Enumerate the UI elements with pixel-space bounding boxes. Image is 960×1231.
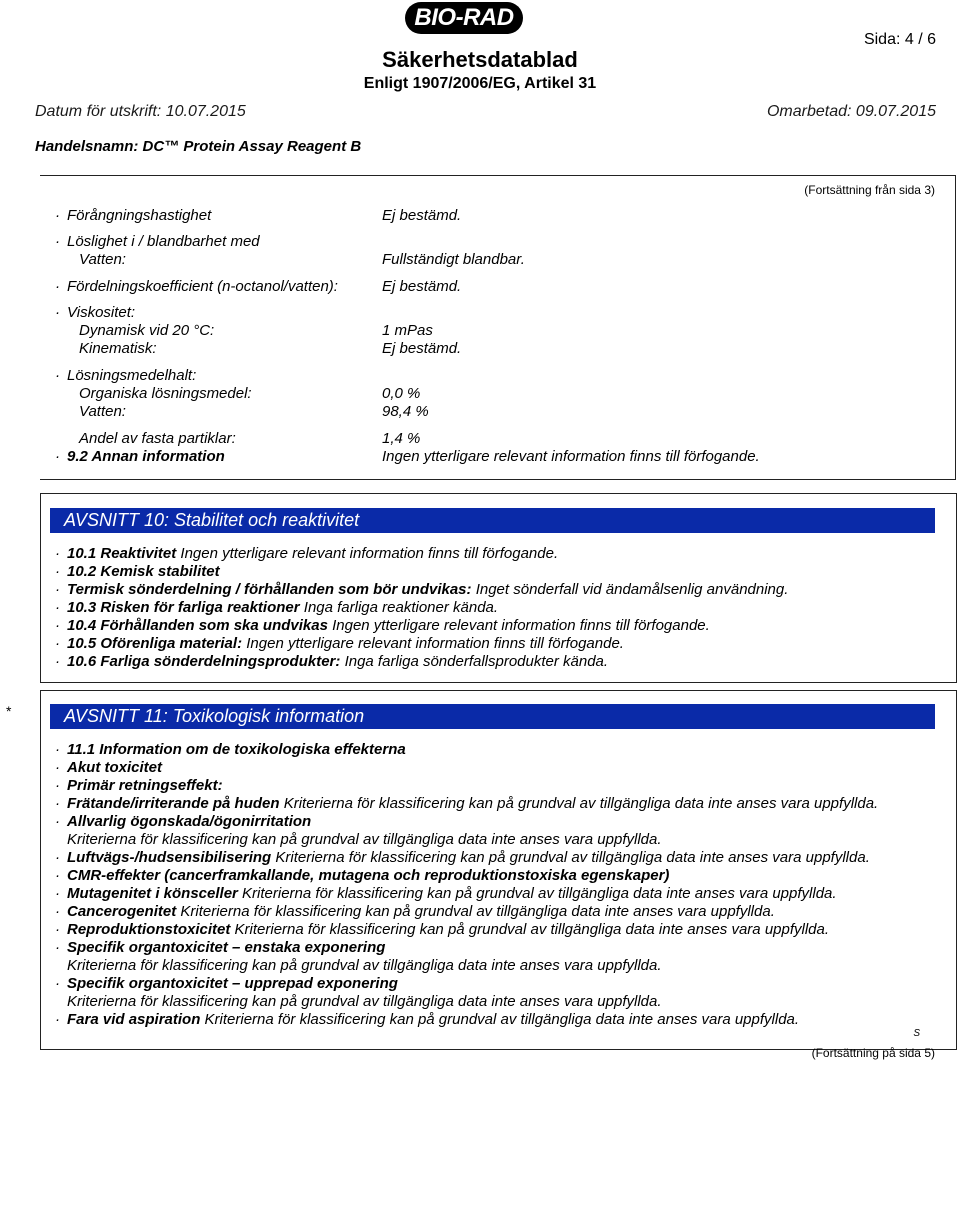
water-value: Fullständigt blandbar. — [382, 251, 525, 268]
viscosity-label: · Viskositet: — [55, 304, 136, 321]
revision-marker: * — [6, 703, 12, 719]
solubility-label: · Löslighet i / blandbarhet med — [55, 233, 260, 250]
revised-date: Omarbetad: 09.07.2015 — [766, 103, 936, 120]
trade-name: Handelsnamn: DC™ Protein Assay Reagent B — [35, 138, 362, 155]
organic-label: Organiska lösningsmedel: — [79, 385, 252, 402]
skin-corrosion-row: · Frätande/irriterande på huden Kriterierna för klassificering kan på grundval av tillgängliga data inte anses vara uppfyllda. — [55, 795, 879, 812]
thermal-decomposition-row: · Termisk sönderdelning / förhållanden som bör undvikas: Inget sönderfall vid ändamålsenlig användning. — [55, 581, 789, 598]
water2-label: Vatten: — [79, 403, 126, 420]
evaporation-value: Ej bestämd. — [382, 207, 462, 224]
evaporation-row: · Förångningshastighet — [55, 207, 212, 224]
aspiration-hazard-row: · Fara vid aspiration Kriterierna för klassificering kan på grundval av tillgängliga data inte anses vara uppfyllda. — [55, 1011, 800, 1028]
partition-value: Ej bestämd. — [382, 278, 462, 295]
tox-info-row: · 11.1 Information om de toxikologiska effekterna — [55, 741, 406, 758]
incompatible-materials-row: · 10.5 Oförenliga material: Ingen ytterligare relevant information finns till förfogande. — [55, 635, 624, 652]
solvent-label: · Lösningsmedelhalt: — [55, 367, 197, 384]
cmr-effects-row: · CMR-effekter (cancerframkallande, mutagena och reproduktionstoxiska egenskaper) — [55, 867, 670, 884]
bio-rad-logo: BIO-RAD — [405, 2, 523, 34]
sensitisation-row: · Luftvägs-/hudsensibilisering Kriterierna för klassificering kan på grundval av tillgängliga data inte anses vara uppfyllda. — [55, 849, 870, 866]
page-number: Sida: 4 / 6 — [863, 31, 936, 48]
organic-value: 0,0 % — [382, 385, 421, 402]
stot-single-value: Kriterierna för klassificering kan på grundval av tillgängliga data inte anses vara uppfyllda. — [67, 957, 662, 974]
kinematic-value: Ej bestämd. — [382, 340, 462, 357]
chemical-stability-row: · 10.2 Kemisk stabilitet — [55, 563, 220, 580]
acute-toxicity-row: · Akut toxicitet — [55, 759, 163, 776]
hazardous-reactions-row: · 10.3 Risken för farliga reaktioner Inga farliga reaktioner kända. — [55, 599, 499, 616]
stot-repeated-value: Kriterierna för klassificering kan på grundval av tillgängliga data inte anses vara uppfyllda. — [67, 993, 662, 1010]
dynamic-value: 1 mPas — [382, 322, 433, 339]
stot-repeated-row: · Specifik organtoxicitet – upprepad exponering — [55, 975, 398, 992]
other-info-value: Ingen ytterligare relevant information finns till förfogande. — [382, 448, 760, 465]
continued-from-note: (Fortsättning från sida 3) — [804, 183, 935, 197]
continued-on-note: (Fortsättning på sida 5) — [811, 1046, 935, 1060]
decomposition-products-row: · 10.6 Farliga sönderdelningsprodukter: Inga farliga sönderfallsprodukter kända. — [55, 653, 609, 670]
document-title: Säkerhetsdatablad — [382, 47, 578, 72]
reproductive-toxicity-row: · Reproduktionstoxicitet Kriterierna för klassificering kan på grundval av tillgängliga data inte anses vara uppfyllda. — [55, 921, 830, 938]
mutagenicity-row: · Mutagenitet i könsceller Kriterierna för klassificering kan på grundval av tillgängliga data inte anses vara uppfyllda. — [55, 885, 837, 902]
section-11-heading: AVSNITT 11: Toxikologisk information — [50, 704, 935, 729]
section-10-heading: AVSNITT 10: Stabilitet och reaktivitet — [50, 508, 935, 533]
dynamic-label: Dynamisk vid 20 °C: — [79, 322, 215, 339]
stot-single-row: · Specifik organtoxicitet – enstaka exponering — [55, 939, 386, 956]
kinematic-label: Kinematisk: — [79, 340, 157, 357]
partition-label: · Fördelningskoefficient (n-octanol/vatten): — [55, 278, 338, 295]
conditions-avoid-row: · 10.4 Förhållanden som ska undvikas Ingen ytterligare relevant information finns till förfogande. — [55, 617, 710, 634]
document-subtitle: Enligt 1907/2006/EG, Artikel 31 — [363, 75, 597, 92]
page-code: S — [913, 1028, 920, 1039]
print-date: Datum för utskrift: 10.07.2015 — [35, 103, 246, 120]
solids-value: 1,4 % — [382, 430, 421, 447]
solids-label: Andel av fasta partiklar: — [79, 430, 236, 447]
carcinogenicity-row: · Cancerogenitet Kriterierna för klassificering kan på grundval av tillgängliga data inte anses vara uppfyllda. — [55, 903, 775, 920]
other-info-label: · 9.2 Annan information — [55, 448, 225, 465]
water-label: Vatten: — [79, 251, 126, 268]
eye-damage-row: · Allvarlig ögonskada/ögonirritation — [55, 813, 312, 830]
water2-value: 98,4 % — [382, 403, 429, 420]
dates-row — [35, 103, 936, 121]
primary-irritation-row: · Primär retningseffekt: — [55, 777, 223, 794]
reactivity-row: · 10.1 Reaktivitet Ingen ytterligare relevant information finns till förfogande. — [55, 545, 559, 562]
eye-damage-value: Kriterierna för klassificering kan på grundval av tillgängliga data inte anses vara uppfyllda. — [67, 831, 662, 848]
